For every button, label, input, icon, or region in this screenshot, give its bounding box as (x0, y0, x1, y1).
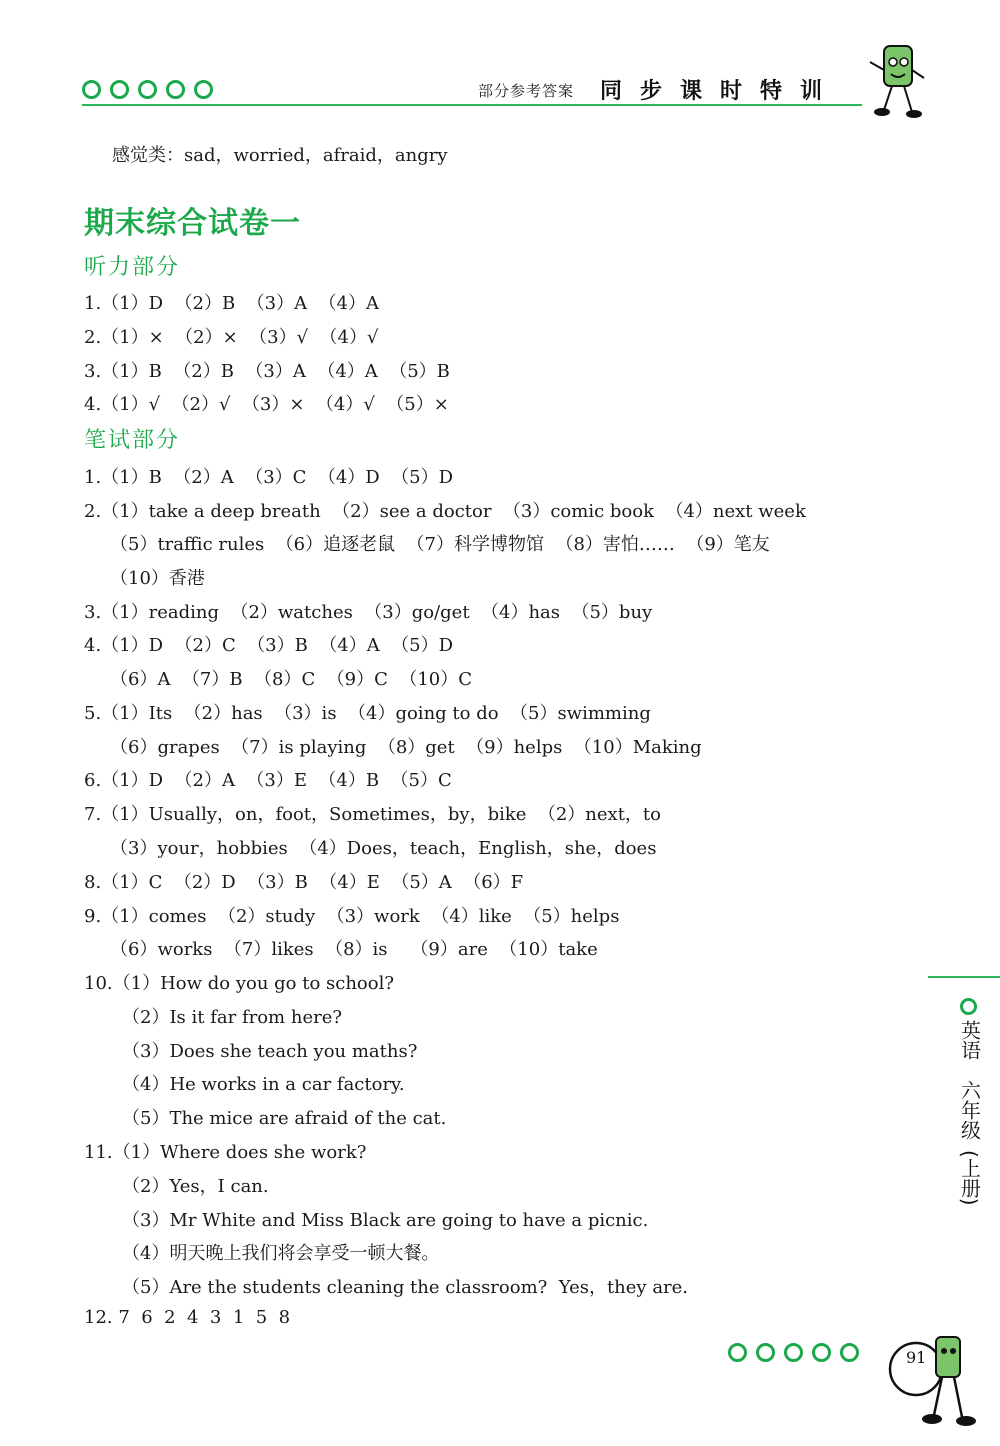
circle-icon (756, 1343, 775, 1362)
answer-line: 9.（1）comes （2）study （3）work （4）like （5）helps (84, 906, 620, 927)
header-section-label: 部分参考答案 (478, 82, 575, 100)
answer-line: （6）grapes （7）is playing （8）get （9）helps （10）Making (110, 737, 702, 758)
circle-icon (812, 1343, 831, 1362)
answer-line: 10.（1）How do you go to school? (84, 973, 395, 994)
circle-icon (728, 1343, 747, 1362)
answer-line: （4）He works in a car factory. (122, 1074, 405, 1095)
answer-line: 4.（1）D （2）C （3）B （4）A （5）D (84, 635, 454, 656)
side-tab-grade-text: 六年级 (957, 1080, 982, 1140)
footer-decor-dots (728, 1343, 859, 1362)
answer-line: 11.（1）Where does she work? (84, 1142, 367, 1163)
side-tab-subject (956, 1020, 982, 1065)
answer-line: （3）Does she teach you maths? (122, 1041, 418, 1062)
side-tab-grade (956, 1080, 982, 1145)
circle-icon (82, 80, 101, 99)
answer-line: 5.（1）Its （2）has （3）is （4）going to do （5）swimming (84, 703, 651, 724)
answer-line: 3.（1）B （2）B （3）A （4）A （5）B (84, 361, 450, 382)
answer-line: （3）your，hobbies （4）Does，teach，English，she，does (110, 838, 657, 859)
written-heading: 笔试部分 (84, 428, 181, 453)
circle-icon (110, 80, 129, 99)
answer-line: （5）The mice are afraid of the cat. (122, 1108, 447, 1129)
intro-line: 感觉类：sad，worried，afraid，angry (112, 145, 448, 166)
side-tab-subject-text: 英语 (957, 1020, 982, 1060)
answer-line: 12. 7 6 2 4 3 1 5 8 (84, 1307, 291, 1328)
header-divider (82, 104, 862, 106)
circle-icon (840, 1343, 859, 1362)
side-tab-divider (928, 976, 1000, 978)
answer-line: 7.（1）Usually，on，foot，Sometimes，by，bike （2）next，to (84, 804, 662, 825)
header-decor-dots (82, 80, 213, 99)
side-tab-volume (956, 1150, 982, 1211)
answer-line: （5）Are the students cleaning the classroom? Yes，they are. (122, 1277, 689, 1298)
pencil-mascot-icon (864, 40, 930, 120)
answer-line: （5）traffic rules （6）追逐老鼠 （7）科学博物馆 （8）害怕…… （9）笔友 (110, 534, 770, 555)
side-tab-volume-text: (上册) (957, 1150, 982, 1206)
page-header (0, 0, 1000, 130)
answer-line: （6）works （7）likes （8）is （9）are （10）take (110, 939, 598, 960)
circle-icon (194, 80, 213, 99)
answer-line: （4）明天晚上我们将会享受一顿大餐。 (122, 1243, 440, 1264)
answer-line: （2）Yes，I can. (122, 1176, 269, 1197)
answer-line: 2.（1）× （2）× （3）√ （4）√ (84, 327, 379, 348)
answer-line: 1.（1）B （2）A （3）C （4）D （5）D (84, 467, 454, 488)
listening-heading: 听力部分 (84, 255, 181, 280)
circle-icon (960, 998, 977, 1015)
answer-line: 1.（1）D （2）B （3）A （4）A (84, 293, 379, 314)
circle-icon (166, 80, 185, 99)
answer-line: （6）A （7）B （8）C （9）C （10）C (110, 669, 473, 690)
answer-line: 6.（1）D （2）A （3）E （4）B （5）C (84, 770, 452, 791)
mascot-icon (880, 1325, 980, 1435)
circle-icon (138, 80, 157, 99)
header-brand-title: 同步课时特训 (600, 79, 841, 104)
exam-title: 期末综合试卷一 (84, 206, 301, 241)
answer-line: （10）香港 (110, 568, 205, 589)
answer-line: 8.（1）C （2）D （3）B （4）E （5）A （6）F (84, 872, 524, 893)
answer-line: 2.（1）take a deep breath （2）see a doctor （3）comic book （4）next week (84, 501, 806, 522)
page-number: 91 (906, 1348, 927, 1367)
circle-icon (784, 1343, 803, 1362)
answer-line: （2）Is it far from here? (122, 1007, 342, 1028)
answer-line: 4.（1）√ （2）√ （3）× （4）√ （5）× (84, 394, 449, 415)
answer-line: （3）Mr White and Miss Black are going to have a picnic. (122, 1210, 649, 1231)
answer-line: 3.（1）reading （2）watches （3）go/get （4）has （5）buy (84, 602, 653, 623)
